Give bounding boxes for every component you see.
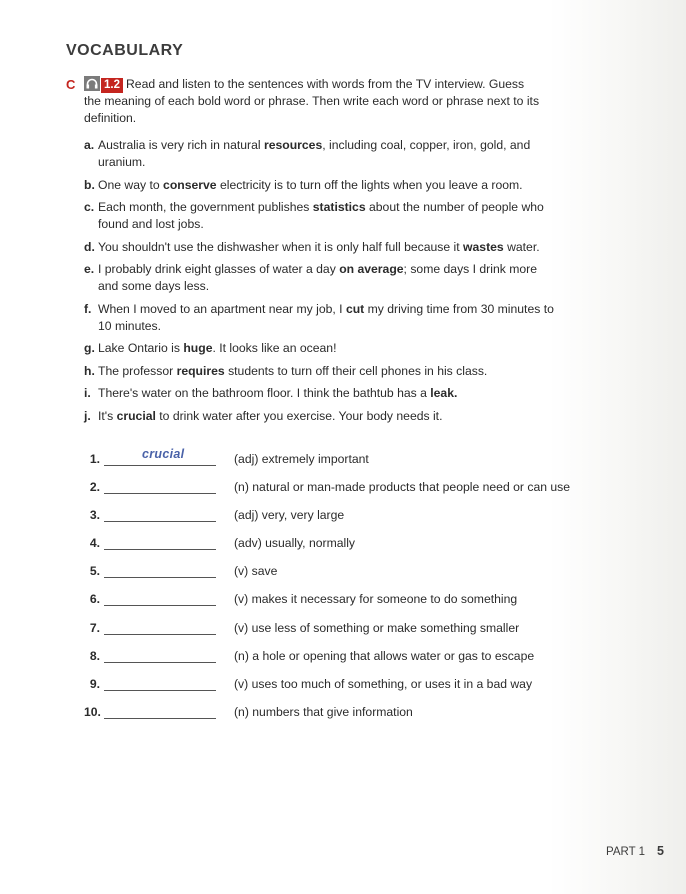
sentence-item	[84, 239, 554, 256]
sentence-label: d.	[84, 239, 95, 254]
vocabulary-word: resources	[263, 138, 323, 152]
definition-text: (v) use less of something or make something smaller	[234, 620, 520, 635]
definition-number: 8.	[89, 648, 100, 663]
sentence-text: One way to	[98, 177, 164, 192]
vocabulary-word: cut	[345, 301, 365, 316]
answer-blank[interactable]	[104, 465, 216, 466]
definition-number: 9.	[89, 676, 100, 691]
sentence-text: You shouldn't use the dishwasher when it is only half full because it	[98, 239, 464, 254]
definition-number: 6.	[89, 592, 100, 607]
vocabulary-word: on average	[339, 262, 404, 276]
definition-text: (n) numbers that give information	[234, 704, 413, 719]
sentence-label: f.	[84, 301, 92, 316]
definition-row	[84, 531, 604, 559]
definition-row	[84, 503, 604, 531]
audio-track-badge[interactable]: 1.2	[101, 78, 123, 93]
sentence-text: water.	[503, 239, 540, 254]
answer-blank[interactable]	[104, 577, 216, 578]
sentence-label: j.	[84, 408, 91, 423]
definition-text: (adj) extremely important	[234, 452, 369, 466]
vocabulary-word: crucial	[116, 408, 156, 423]
sentence-text: ; some days I drink more and some days less.	[98, 262, 537, 293]
definition-number: 4.	[89, 536, 100, 551]
definition-text: (adj) very, very large	[234, 508, 345, 523]
answer-blank[interactable]	[104, 634, 216, 635]
vocabulary-word: huge	[183, 341, 213, 355]
definition-number: 5.	[89, 564, 100, 579]
sentence-text: It's	[98, 408, 117, 423]
answer-blank[interactable]	[104, 690, 216, 691]
answer-blank[interactable]	[104, 549, 216, 550]
answer-blank[interactable]	[104, 605, 216, 606]
definition-row	[84, 616, 604, 644]
sentence-list	[84, 137, 554, 430]
sentence-item	[84, 301, 554, 335]
sentence-item	[84, 340, 554, 357]
sentence-text: my driving time from 30 minutes to 10 minutes.	[98, 301, 554, 333]
answer-blank[interactable]	[104, 493, 216, 494]
vocabulary-word: wastes	[463, 239, 504, 254]
definition-row	[84, 672, 604, 700]
definition-number: 1.	[89, 452, 100, 466]
sentence-label: e.	[84, 262, 95, 276]
definition-row	[84, 559, 604, 587]
sentence-label: h.	[84, 363, 95, 378]
sentence-text: Each month, the government publishes	[98, 200, 313, 214]
definition-row	[84, 475, 604, 503]
sentence-label: g.	[84, 341, 95, 355]
definition-text: (v) uses too much of something, or uses it in a bad way	[234, 676, 533, 691]
exercise-letter: C	[66, 77, 76, 92]
answer-blank[interactable]	[104, 718, 216, 719]
vocabulary-word: leak.	[430, 386, 458, 400]
sentence-item	[84, 261, 554, 295]
definition-number: 10.	[84, 704, 101, 719]
headphones-icon	[84, 76, 100, 91]
sentence-item	[84, 177, 554, 194]
definition-list	[84, 447, 604, 728]
sentence-text: electricity is to turn off the lights when you leave a room.	[216, 177, 523, 192]
sentence-text: Australia is very rich in natural	[98, 138, 264, 152]
sentence-item	[84, 385, 554, 402]
sentence-item	[84, 363, 554, 380]
vocabulary-word: statistics	[312, 200, 366, 214]
sentence-text: students to turn off their cell phones in his class.	[224, 363, 488, 378]
page-number: 5	[657, 844, 664, 858]
answer-blank[interactable]	[104, 521, 216, 522]
sentence-text: There's water on the bathroom floor. I think the bathtub has a	[98, 386, 431, 400]
sentence-text: about the number of people who found and lost jobs.	[98, 200, 544, 231]
exercise-instruction	[66, 76, 544, 127]
part-label: PART 1	[606, 846, 646, 858]
sentence-label: a.	[84, 138, 95, 152]
definition-row	[84, 447, 604, 475]
sentence-text: I probably drink eight glasses of water a day	[98, 262, 340, 276]
definition-text: (v) save	[234, 564, 278, 579]
handwritten-answer: crucial	[142, 447, 185, 461]
vocabulary-word: requires	[176, 363, 225, 378]
sentence-item	[84, 199, 554, 233]
sentence-label: c.	[84, 200, 95, 214]
instruction-text: Read and listen to the sentences with words from the TV interview. Guess the meaning of each bold word or phrase. Then write each word or phrase next to its definition.	[84, 77, 540, 125]
sentence-text: . It looks like an ocean!	[212, 341, 337, 355]
sentence-text: When I moved to an apartment near my job, I	[98, 301, 346, 316]
answer-blank[interactable]	[104, 662, 216, 663]
definition-text: (v) makes it necessary for someone to do something	[234, 592, 518, 607]
definition-number: 2.	[89, 480, 100, 495]
sentence-text: The professor	[98, 363, 177, 378]
definition-row	[84, 644, 604, 672]
definition-text: (adv) usually, normally	[234, 536, 356, 551]
sentence-text: to drink water after you exercise. Your body needs it.	[155, 408, 443, 423]
definition-text: (n) a hole or opening that allows water or gas to escape	[234, 648, 535, 663]
page-footer	[606, 844, 664, 858]
definition-number: 3.	[89, 508, 100, 523]
definition-number: 7.	[89, 620, 100, 635]
section-heading: VOCABULARY	[66, 42, 184, 59]
sentence-label: b.	[84, 177, 95, 192]
definition-row	[84, 700, 604, 728]
sentence-text: , including coal, copper, iron, gold, and uranium.	[98, 138, 531, 169]
sentence-item	[84, 408, 554, 425]
vocabulary-word: conserve	[163, 177, 217, 192]
sentence-label: i.	[84, 386, 91, 400]
sentence-text: Lake Ontario is	[98, 341, 184, 355]
definition-text: (n) natural or man-made products that people need or can use	[234, 480, 571, 495]
sentence-item	[84, 137, 554, 171]
definition-row	[84, 587, 604, 615]
